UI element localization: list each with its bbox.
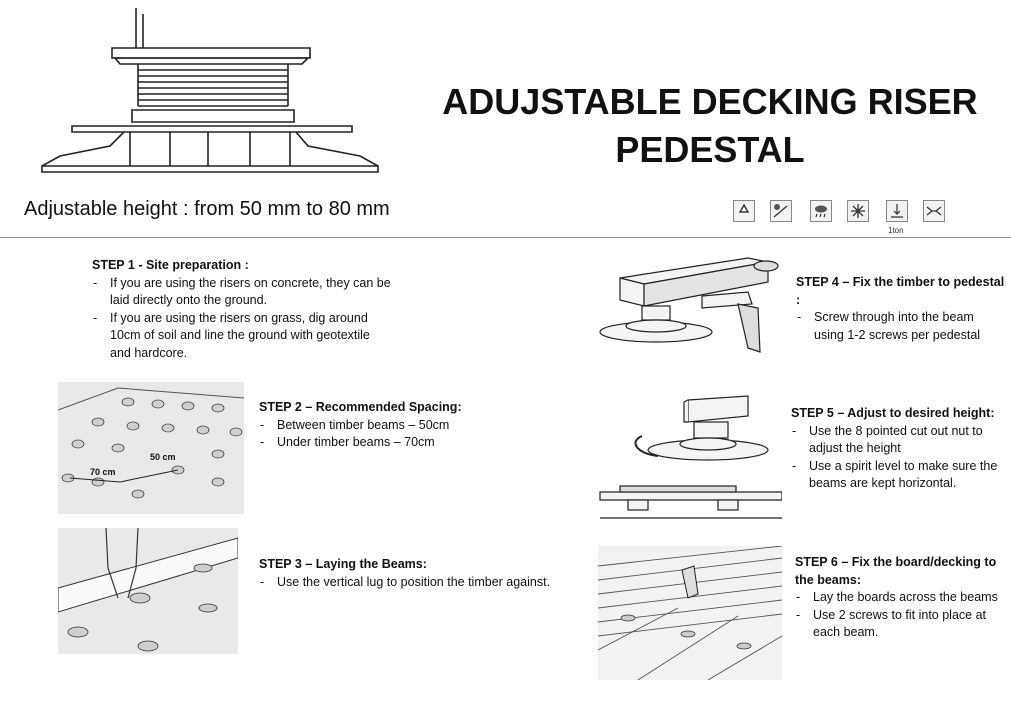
step-1 bbox=[92, 257, 392, 362]
step-heading: STEP 3 – Laying the Beams: bbox=[259, 557, 427, 571]
spacing-illustration bbox=[58, 382, 244, 514]
step-item: - Screw through into the beam using 1-2 screws per pedestal bbox=[796, 309, 1006, 344]
step-heading: STEP 2 – Recommended Spacing: bbox=[259, 400, 462, 414]
step-item: - Lay the boards across the beams bbox=[795, 589, 1007, 607]
height-adjust-illustration bbox=[598, 392, 782, 526]
step-heading: STEP 1 - Site preparation : bbox=[92, 258, 249, 272]
step-item: - Use 2 screws to fit into place at each beam. bbox=[795, 607, 1007, 642]
title-line-2: PEDESTAL bbox=[615, 129, 805, 170]
step-2 bbox=[259, 399, 499, 452]
header-divider bbox=[0, 237, 1011, 238]
step-item: - Under timber beams – 70cm bbox=[259, 434, 499, 452]
decking-boards-illustration bbox=[598, 546, 782, 680]
laying-beams-illustration bbox=[58, 528, 238, 654]
spacing-label-70: 70 cm bbox=[90, 467, 116, 477]
step-heading: STEP 5 – Adjust to desired height: bbox=[791, 406, 995, 420]
step-6 bbox=[795, 554, 1007, 642]
step-item: - Use the vertical lug to position the timber against. bbox=[259, 574, 589, 592]
step-item: - Use the 8 pointed cut out nut to adjust the height bbox=[791, 423, 1007, 458]
frost-icon bbox=[847, 200, 869, 222]
step-4 bbox=[796, 274, 1006, 344]
step-3 bbox=[259, 556, 589, 591]
step-heading: STEP 4 – Fix the timber to pedestal : bbox=[796, 275, 1005, 307]
uv-sun-icon bbox=[770, 200, 792, 222]
height-range-text: Adjustable height : from 50 mm to 80 mm bbox=[24, 198, 390, 220]
load-weight-icon bbox=[886, 200, 908, 222]
step-item: - If you are using the risers on concrete, they can be laid directly onto the ground. bbox=[92, 275, 392, 310]
screw-fixing-illustration bbox=[598, 248, 788, 368]
chemical-resistance-icon bbox=[923, 200, 945, 222]
load-weight-label: 1ton bbox=[888, 226, 904, 235]
step-item: - If you are using the risers on grass, dig around 10cm of soil and line the ground with geotextile and hardcore. bbox=[92, 310, 392, 363]
step-5 bbox=[791, 405, 1007, 493]
step-item: - Between timber beams – 50cm bbox=[259, 417, 499, 435]
page-title bbox=[440, 78, 980, 174]
step-item: - Use a spirit level to make sure the beams are kept horizontal. bbox=[791, 458, 1007, 493]
pedestal-illustration bbox=[40, 6, 380, 178]
recycle-icon bbox=[733, 200, 755, 222]
spacing-label-50: 50 cm bbox=[150, 452, 176, 462]
rain-cloud-icon bbox=[810, 200, 832, 222]
title-line-1: ADUJSTABLE DECKING RISER bbox=[442, 81, 978, 122]
step-heading: STEP 6 – Fix the board/decking to the beams: bbox=[795, 555, 997, 587]
